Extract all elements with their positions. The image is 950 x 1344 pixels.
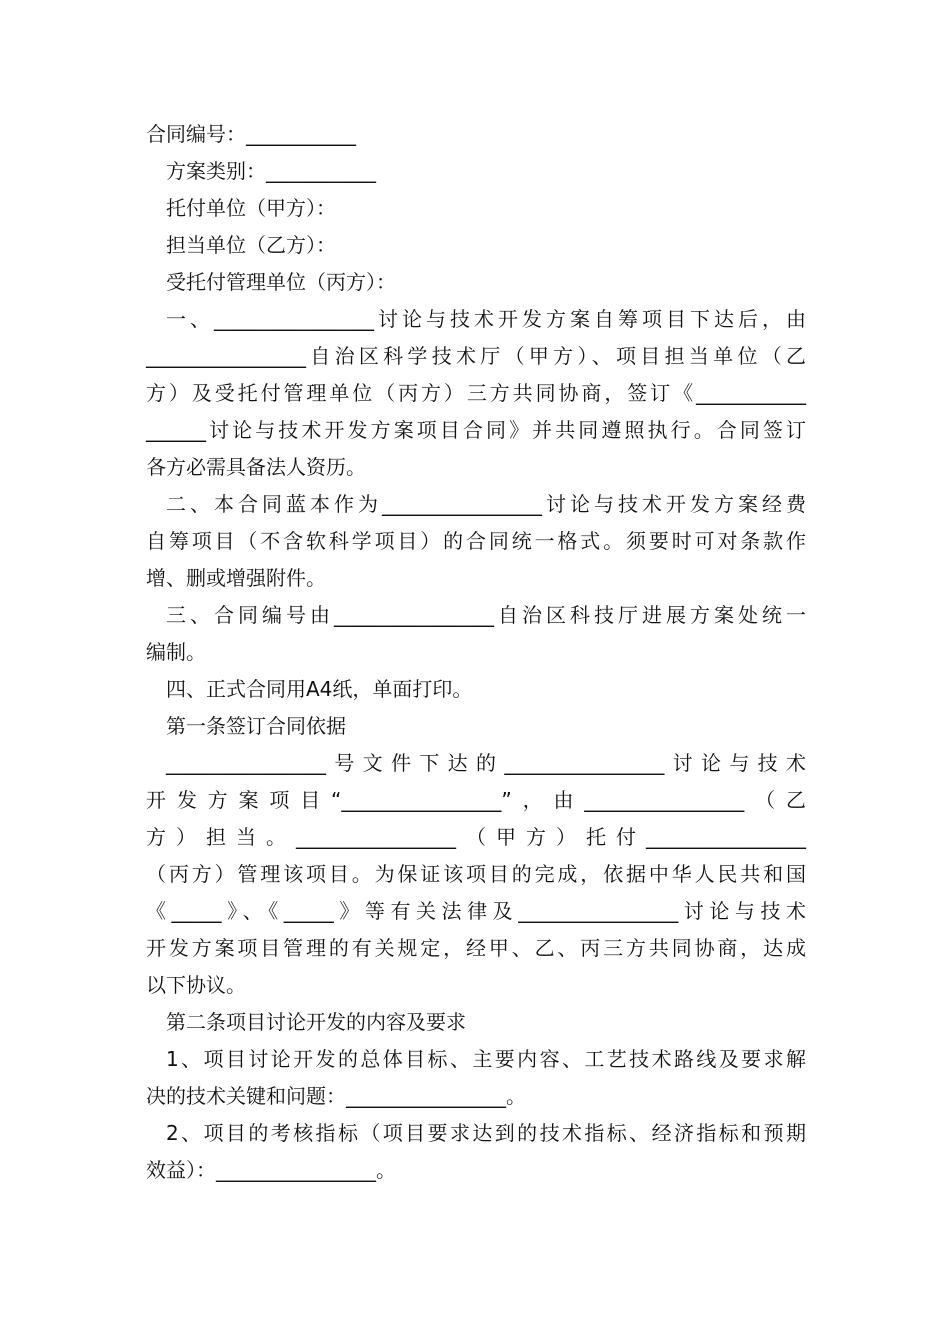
article-1-heading: 第一条签订合同依据 bbox=[166, 714, 346, 738]
article-2-item-1-line-1: 1、项目讨论开发的总体目标、主要内容、工艺技术路线及要求解 bbox=[166, 1047, 806, 1071]
party-c-line: 受托付管理单位（丙方）： bbox=[166, 270, 396, 294]
party-b-line: 担当单位（乙方）： bbox=[166, 233, 336, 257]
section-1-line-1: 一、________________讨论与技术开发方案自筹项目下达后，由 bbox=[166, 307, 806, 331]
section-1-line-3: 方）及受托付管理单位（丙方）三方共同协商，签订《___________ bbox=[146, 381, 806, 405]
article-1-line-7: 以下协议。 bbox=[146, 973, 246, 997]
article-1-line-1: ________________号文件下达的________________讨论与技术 bbox=[166, 751, 806, 775]
article-1-line-2: 开发方案项目“________________”，由________________（乙 bbox=[146, 788, 806, 812]
section-3-line-1: 三、合同编号由________________自治区科技厅进展方案处统一 bbox=[166, 603, 806, 627]
article-1-line-4: （丙方）管理该项目。为保证该项目的完成，依据中华人民共和国 bbox=[146, 862, 806, 886]
article-2-item-2-line-1: 2、项目的考核指标（项目要求达到的技术指标、经济指标和预期 bbox=[166, 1121, 806, 1145]
article-2-item-2-line-2: 效益）：________________。 bbox=[146, 1158, 396, 1182]
section-2-line-2: 自筹项目（不含软科学项目）的合同统一格式。须要时可对条款作 bbox=[146, 529, 806, 553]
plan-category-line: 方案类别：___________ bbox=[166, 159, 376, 183]
article-1-line-5: 《_____》、《_____》等有关法律及________________讨论与技术 bbox=[146, 899, 806, 923]
article-1-line-6: 开发方案项目管理的有关规定，经甲、乙、丙三方共同协商，达成 bbox=[146, 936, 806, 960]
article-2-heading: 第二条项目讨论开发的内容及要求 bbox=[166, 1010, 466, 1034]
section-2-line-3: 增、删或增强附件。 bbox=[146, 566, 326, 590]
section-1-line-5: 各方必需具备法人资历。 bbox=[146, 455, 366, 479]
section-1-line-4: ______讨论与技术开发方案项目合同》并共同遵照执行。合同签订 bbox=[146, 418, 806, 442]
article-1-line-3: 方）担当。________________（甲方）托付________________ bbox=[146, 825, 806, 849]
section-4-line: 四、正式合同用A4纸，单面打印。 bbox=[166, 677, 473, 701]
contract-number-line: 合同编号：___________ bbox=[146, 122, 356, 146]
section-3-line-2: 编制。 bbox=[146, 640, 206, 664]
article-2-item-1-line-2: 决的技术关键和问题：________________。 bbox=[146, 1084, 526, 1108]
party-a-line: 托付单位（甲方）： bbox=[166, 196, 336, 220]
section-2-line-1: 二、本合同蓝本作为________________讨论与技术开发方案经费 bbox=[166, 492, 806, 516]
section-1-line-2: ________________自治区科学技术厅（甲方）、项目担当单位（乙 bbox=[146, 344, 806, 368]
